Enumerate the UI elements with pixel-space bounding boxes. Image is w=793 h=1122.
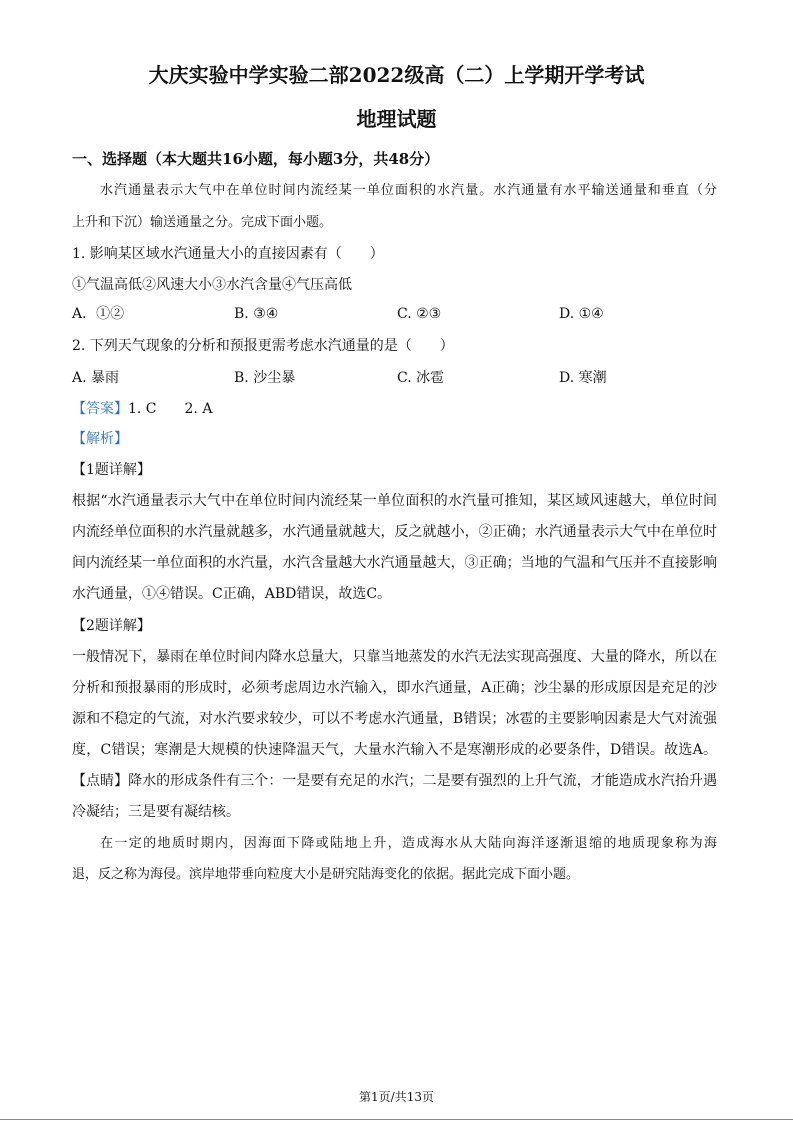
- question-2-option-c: C. 冰雹: [397, 370, 445, 386]
- passage2-line: 退，反之称为海侵。滨岸地带垂向粒度大小是研究陆海变化的依据。据此完成下面小题。: [72, 867, 580, 882]
- section-heading: 一、选择题（本大题共16小题，每小题3分，共48分）: [72, 150, 440, 168]
- document-subtitle: 地理试题: [356, 107, 437, 131]
- detail-1-line: 根据“水汽通量表示大气中在单位时间内流经某一单位面积的水汽量可推知，某区域风速越大，单位时间: [72, 493, 717, 509]
- question-2-stem: 2. 下列天气现象的分析和预报更需考虑水汽通量的是（ ）: [72, 338, 454, 354]
- question-1-option-b: B. ③④: [234, 306, 279, 322]
- question-1-option-d: D. ①④: [559, 306, 604, 322]
- answer-tag: 【答案】: [72, 401, 128, 417]
- detail-2-line: 分析和预报暴雨的形成时，必须考虑周边水汽输入，即水汽通量，A正确；沙尘暴的形成原因是充足的沙: [72, 680, 717, 696]
- analysis-tag: 【解析】: [72, 431, 128, 447]
- detail-1-line: 间内流经某一单位面积的水汽量，水汽含量越大水汽通量越大，③正确；当地的气温和气压并不直接影响: [72, 555, 717, 571]
- question-1-factors: ①气温高低②风速大小③水汽含量④气压高低: [72, 277, 352, 293]
- detail-2-line: 一般情况下，暴雨在单位时间内降水总量大，只靠当地蒸发的水汽无法实现高强度、大量的降水，所以在: [72, 649, 717, 665]
- document-title: 大庆实验中学实验二部2022级高（二）上学期开学考试: [148, 63, 645, 87]
- question-1-option-a: A．①②: [72, 306, 125, 322]
- question-2-option-b: B. 沙尘暴: [234, 370, 296, 386]
- answer-line: [72, 400, 212, 418]
- answer-text: 1. C 2. A: [128, 401, 213, 417]
- passage1-line: 水汽通量表示大气中在单位时间内流经某一单位面积的水汽量。水汽通量有水平输送通量和垂直（分: [100, 183, 717, 198]
- detail-1-line: 水汽通量，①④错误。C正确，ABD错误，故选C。: [72, 586, 392, 602]
- passage2-line: 在一定的地质时期内，因海面下降或陆地上升，造成海水从大陆向海洋逐渐退缩的地质现象称为海: [100, 836, 717, 851]
- detail-1-tag: 【1题详解】: [72, 462, 151, 478]
- tip-line: 冷凝结；三是要有凝结核。: [72, 804, 240, 820]
- question-2-option-d: D. 寒潮: [559, 370, 607, 386]
- detail-1-line: 内流经单位面积的水汽量就越多，水汽通量就越大，反之就越小，②正确；水汽通量表示大气中在单位时: [72, 524, 717, 540]
- tip-tag: 【点睛】: [72, 773, 129, 789]
- page-footer: 第1页/共13页: [359, 1090, 434, 1104]
- tip-line: [72, 772, 717, 790]
- question-1-option-c: C. ②③: [397, 306, 442, 322]
- tip-text: 降水的形成条件有三个：一是要有充足的水汽；二是要有强烈的上升气流，才能造成水汽抬升遇: [128, 773, 718, 789]
- question-1-stem: 1. 影响某区域水汽通量大小的直接因素有（ ）: [72, 246, 384, 262]
- question-2-option-a: A. 暴雨: [72, 370, 120, 386]
- bottom-rule: [0, 1119, 793, 1120]
- detail-2-tag: 【2题详解】: [72, 618, 151, 634]
- detail-2-line: 度，C错误；寒潮是大规模的快速降温天气，大量水汽输入不是寒潮形成的必要条件，D错误。故选A。: [72, 742, 717, 758]
- passage1-line: 上升和下沉）输送通量之分。完成下面小题。: [72, 215, 333, 230]
- detail-2-line: 源和不稳定的气流，对水汽要求较少，可以不考虑水汽通量，B错误；冰雹的主要影响因素是大气对流强: [72, 711, 717, 727]
